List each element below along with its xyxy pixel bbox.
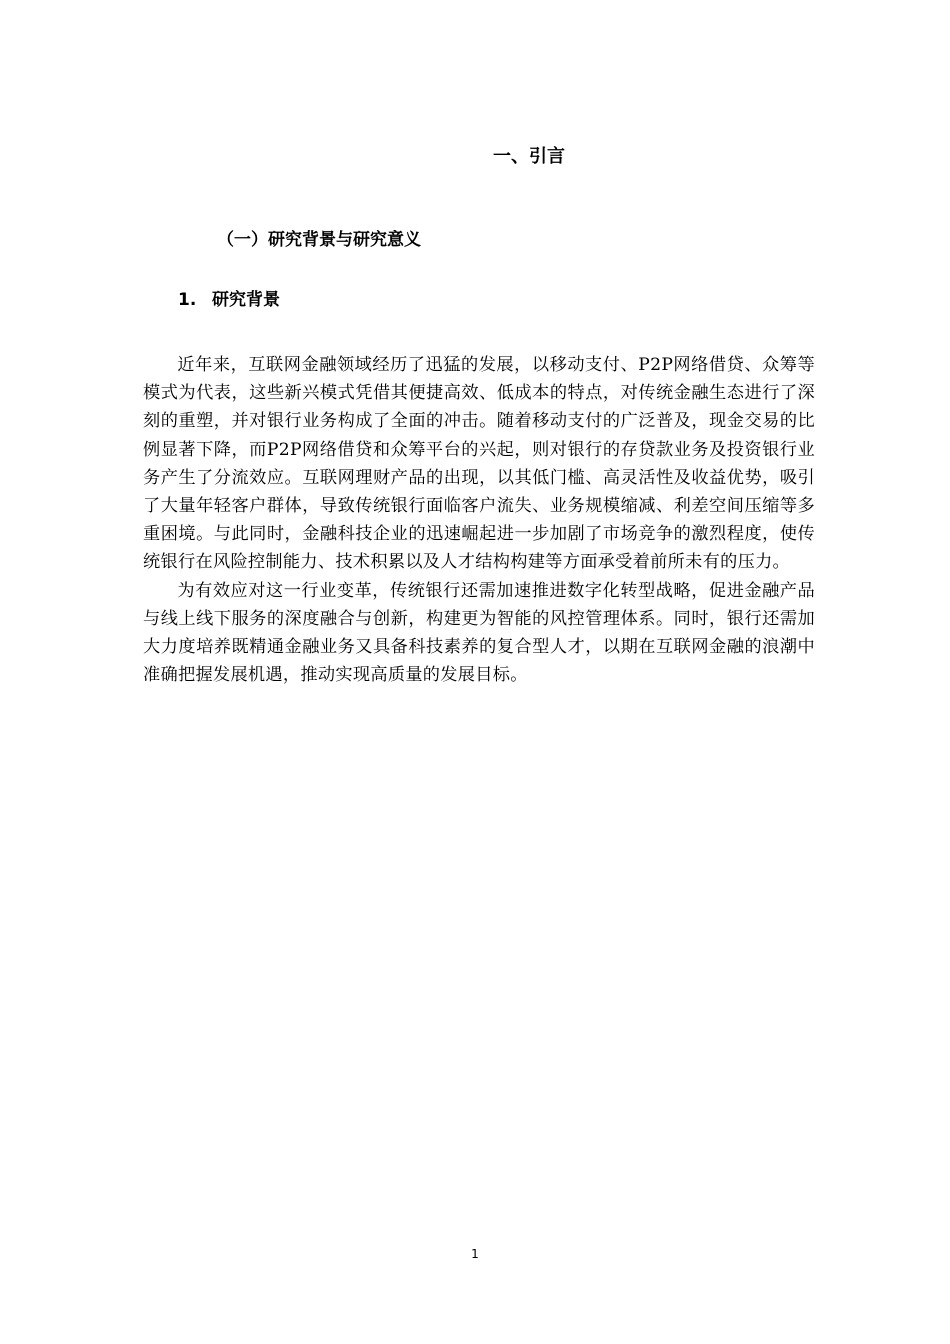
subsection-title: 研究背景: [212, 290, 280, 310]
page-number: 1: [471, 1247, 479, 1261]
body-text: [143, 351, 815, 689]
section-title: （一）研究背景与研究意义: [217, 230, 421, 250]
chapter-title: 一、引言: [493, 146, 565, 167]
paragraph-background: 近年来，互联网金融领域经历了迅猛的发展，以移动支付、P2P网络借贷、众筹等模式为代表，这些新兴模式凭借其便捷高效、低成本的特点，对传统金融生态进行了深刻的重塑，并对银行业务构成了全面的冲击。随着移动支付的广泛普及，现金交易的比例显著下降，而P2P网络借贷和众筹平台的兴起，则对银行的存贷款业务及投资银行业务产生了分流效应。互联网理财产品的出现，以其低门槛、高灵活性及收益优势，吸引了大量年轻客户群体，导致传统银行面临客户流失、业务规模缩减、利差空间压缩等多重困境。与此同时，金融科技企业的迅速崛起进一步加剧了市场竞争的激烈程度，使传统银行在风险控制能力、技术积累以及人才结构构建等方面承受着前所未有的压力。: [143, 355, 815, 573]
paragraph-response: 为有效应对这一行业变革，传统银行还需加速推进数字化转型战略，促进金融产品与线上线下服务的深度融合与创新，构建更为智能的风控管理体系。同时，银行还需加大力度培养既精通金融业务又具备科技素养的复合型人才，以期在互联网金融的浪潮中准确把握发展机遇，推动实现高质量的发展目标。: [143, 580, 815, 686]
subsection-number: 1.: [178, 290, 197, 310]
subsection-heading: [178, 288, 280, 312]
